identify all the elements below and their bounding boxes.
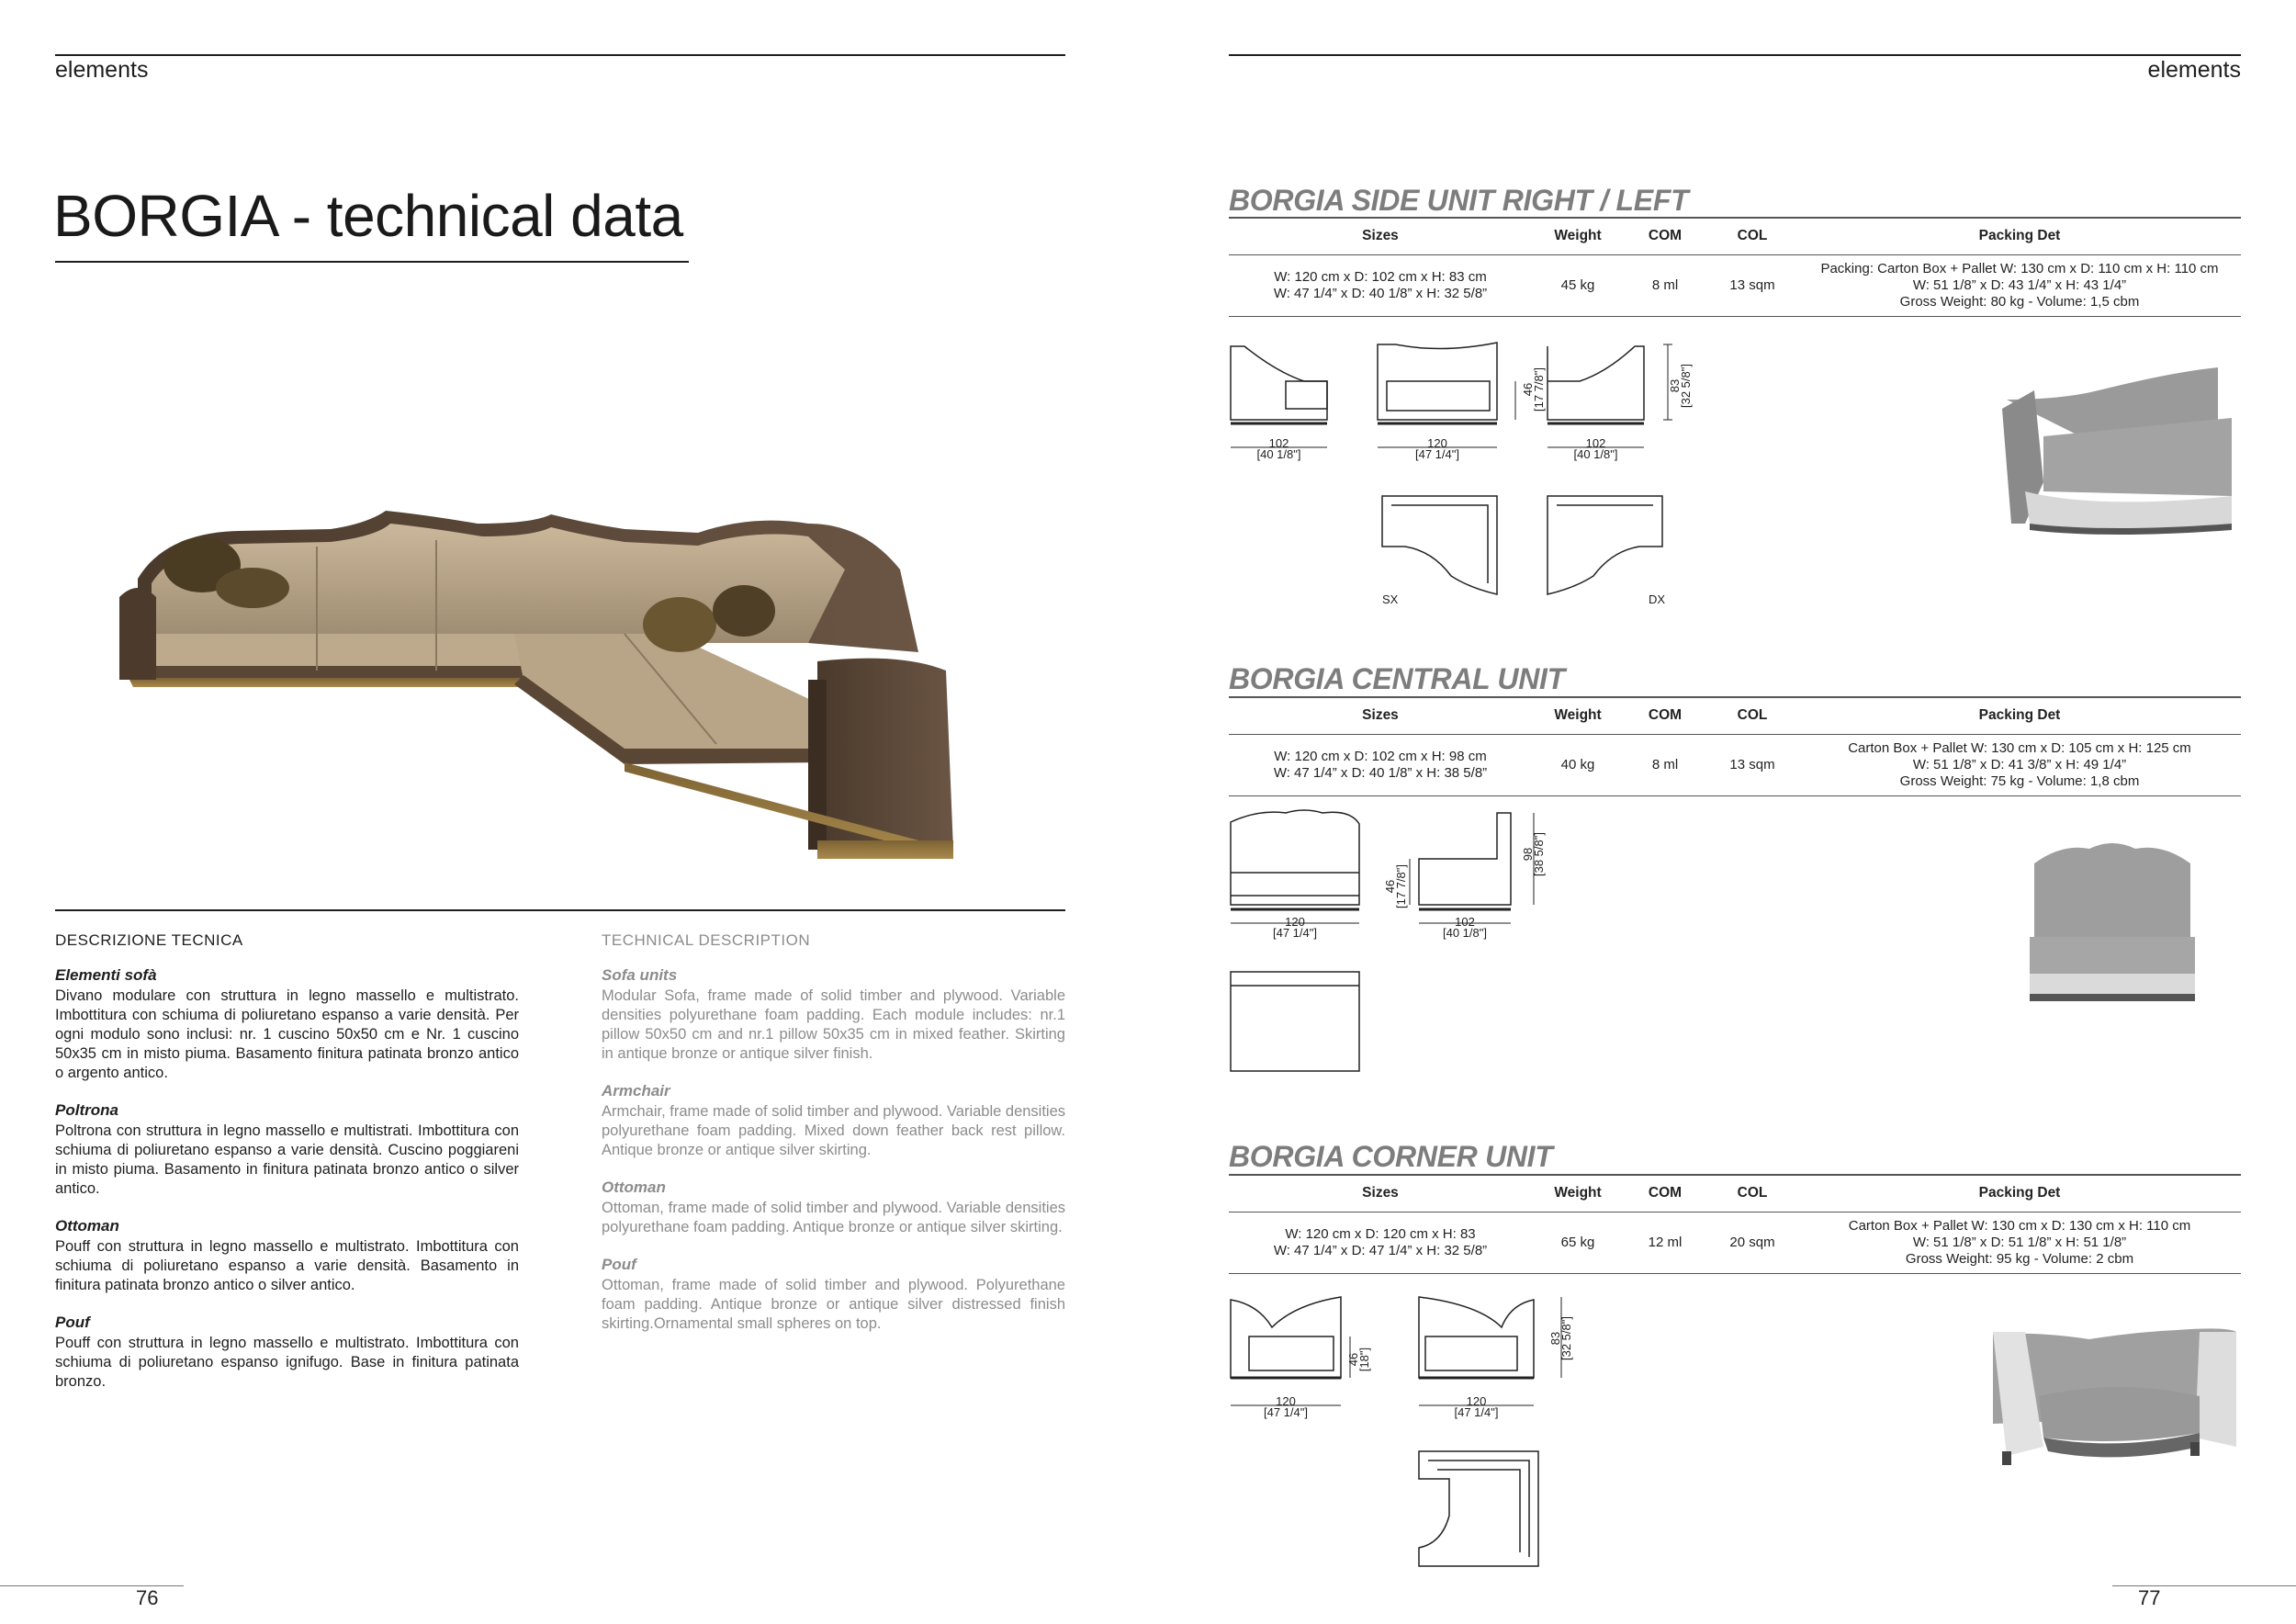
desc-en-text: Ottoman, frame made of solid timber and plywood. Variable densities polyurethane foam padding. Antique bronze or antique silver skirting. [602,1200,1065,1235]
col-sizes: Sizes [1229,219,1532,254]
description-rule [55,909,1065,911]
cell-col: 13 sqm [1706,254,1798,316]
dim-label: 102 [40 1/8"] [1443,915,1487,940]
col-sizes: Sizes [1229,698,1532,734]
dim-label-height: 83 [32 5/8"] [1548,1316,1573,1360]
drawing-corner-unit [1221,1286,1607,1571]
drawing-side-unit [1221,335,1699,620]
col-packing: Packing Det [1798,1176,2241,1212]
col-com: COM [1624,219,1706,254]
desc-it-text: Poltrona con struttura in legno massello e multistrati. Imbottitura con schiuma di poliuretano espanso a varie densità. Cuscino poggiareni in misto piuma. Basamento in finitura patinata bronzo antico o silver antico. [55,1122,519,1197]
dim-label: 120 [47 1/4"] [1415,436,1459,461]
page-number-right: 77 [2138,1586,2161,1609]
col-col: COL [1706,698,1798,734]
desc-it-title: Poltrona [55,1101,118,1119]
dim-label-seat: 46 [18"] [1346,1347,1371,1372]
cell-packing: Carton Box + Pallet W: 130 cm x D: 130 cm x H: 110 cm W: 51 1/8” x D: 51 1/8” x H: 51 1/8” Gross Weight: 95 kg - Volume: 2 cbm [1798,1212,2241,1273]
page-title: BORGIA - technical data [53,183,683,249]
dim-label-height: 83 [32 5/8"] [1668,364,1693,408]
cell-sizes: W: 120 cm x D: 102 cm x H: 98 cm W: 47 1/4” x D: 40 1/8” x H: 38 5/8” [1229,734,1532,795]
cell-weight: 45 kg [1532,254,1624,316]
table-row [1229,254,2241,316]
cell-col: 13 sqm [1706,734,1798,795]
desc-en-text: Modular Sofa, frame made of solid timber and plywood. Variable densities polyurethane foam padding. Each module includes: nr.1 pillow 50x50 cm and nr.1 pillow 50x35 cm in mixed feather. Skirting in antique bronze or antique silver finish. [602,987,1065,1062]
description-en [602,966,1065,1352]
dim-label: 102 [40 1/8"] [1256,436,1301,461]
desc-it-title: Elementi sofà [55,966,157,984]
desc-en-title: Armchair [602,1082,670,1100]
cell-packing: Carton Box + Pallet W: 130 cm x D: 105 cm x H: 125 cm W: 51 1/8” x D: 41 3/8” x H: 49 1/4” Gross Weight: 75 kg - Volume: 1,8 cbm [1798,734,2241,795]
col-com: COM [1624,698,1706,734]
table-row [1229,734,2241,795]
col-weight: Weight [1532,698,1624,734]
col-packing: Packing Det [1798,698,2241,734]
desc-en-title: Pouf [602,1256,636,1273]
header-rule-right [1229,54,2241,56]
drawing-central-unit [1221,804,1570,1079]
desc-it-text: Divano modulare con struttura in legno massello e multistrato. Imbottitura con schiuma di poliuretano espanso a varie densità. Per ogni modulo sono inclusi: nr. 1 cuscino 50x50 cm e Nr. 1 cuscino 50x35 cm in misto piuma. Basamento finitura patinata bronzo antico o argento antico. [55,987,519,1081]
cell-col: 20 sqm [1706,1212,1798,1273]
desc-it-title: Pouf [55,1314,90,1331]
dim-label: 120 [47 1/4"] [1273,915,1317,940]
dim-label-seat: 46 [17 7/8"] [1521,367,1546,412]
label-sx: SX [1382,592,1399,606]
spec-table-central-unit [1229,698,2241,796]
spec-table-corner-unit [1229,1176,2241,1274]
cell-weight: 65 kg [1532,1212,1624,1273]
desc-en-text: Ottoman, frame made of solid timber and plywood. Polyurethane foam padding. Antique bronze or antique silver distressed finish skirting.Ornamental small spheres on top. [602,1277,1065,1332]
render-corner-unit [1988,1323,2241,1470]
desc-en-title: Sofa units [602,966,678,984]
label-dx: DX [1649,592,1666,606]
page-number-left: 76 [136,1586,159,1609]
col-packing: Packing Det [1798,219,2241,254]
cell-weight: 40 kg [1532,734,1624,795]
description-it [55,966,519,1410]
section-title-corner-unit: BORGIA CORNER UNIT [1229,1140,1553,1173]
col-weight: Weight [1532,219,1624,254]
cell-sizes: W: 120 cm x D: 120 cm x H: 83 W: 47 1/4” x D: 47 1/4” x H: 32 5/8” [1229,1212,1532,1273]
dim-label: 120 [47 1/4"] [1264,1394,1308,1419]
table-row [1229,1212,2241,1273]
cell-com: 12 ml [1624,1212,1706,1273]
desc-en-text: Armchair, frame made of solid timber and plywood. Variable densities polyurethane foam padding. Mixed down feather back rest pillow. Antique bronze or antique silver skirting. [602,1103,1066,1158]
render-side-unit [1988,363,2236,542]
col-col: COL [1706,1176,1798,1212]
col-weight: Weight [1532,1176,1624,1212]
desc-it-text: Pouff con struttura in legno massello e multistrato. Imbottitura con schiuma di poliuretano espanso a varie densità. Basamento in finitura patinata bronzo antico o silver antico. [55,1238,519,1293]
description-heading-en: TECHNICAL DESCRIPTION [602,931,811,949]
section-title-central-unit: BORGIA CENTRAL UNIT [1229,662,1565,695]
dim-label: 120 [47 1/4"] [1454,1394,1499,1419]
header-rule-left [55,54,1065,56]
col-col: COL [1706,219,1798,254]
cell-packing: Packing: Carton Box + Pallet W: 130 cm x D: 110 cm x H: 110 cm W: 51 1/8” x D: 43 1/4” x H: 43 1/4” Gross Weight: 80 kg - Volume: 1,5 cbm [1798,254,2241,316]
desc-it-title: Ottoman [55,1217,119,1235]
cell-com: 8 ml [1624,734,1706,795]
description-heading-it: DESCRIZIONE TECNICA [55,931,243,949]
section-title-side-unit: BORGIA SIDE UNIT RIGHT / LEFT [1229,184,1689,217]
dim-label-height: 98 [38 5/8"] [1521,832,1546,876]
cell-sizes: W: 120 cm x D: 102 cm x H: 83 cm W: 47 1/4” x D: 40 1/8” x H: 32 5/8” [1229,254,1532,316]
col-sizes: Sizes [1229,1176,1532,1212]
header-right: elements [2147,57,2241,83]
title-rule [55,261,689,263]
sofa-photo [110,496,1029,863]
dim-label-seat: 46 [17 7/8"] [1383,864,1408,908]
desc-en-title: Ottoman [602,1179,666,1196]
header-left: elements [55,57,149,83]
cell-com: 8 ml [1624,254,1706,316]
spec-table-side-unit [1229,219,2241,317]
dim-label: 102 [40 1/8"] [1573,436,1618,461]
render-central-unit [2025,836,2200,1006]
desc-it-text: Pouff con struttura in legno massello e multistrato. Imbottitura con schiuma di poliuretano espanso ignifugo. Base in finitura patinata bronzo. [55,1335,519,1390]
col-com: COM [1624,1176,1706,1212]
